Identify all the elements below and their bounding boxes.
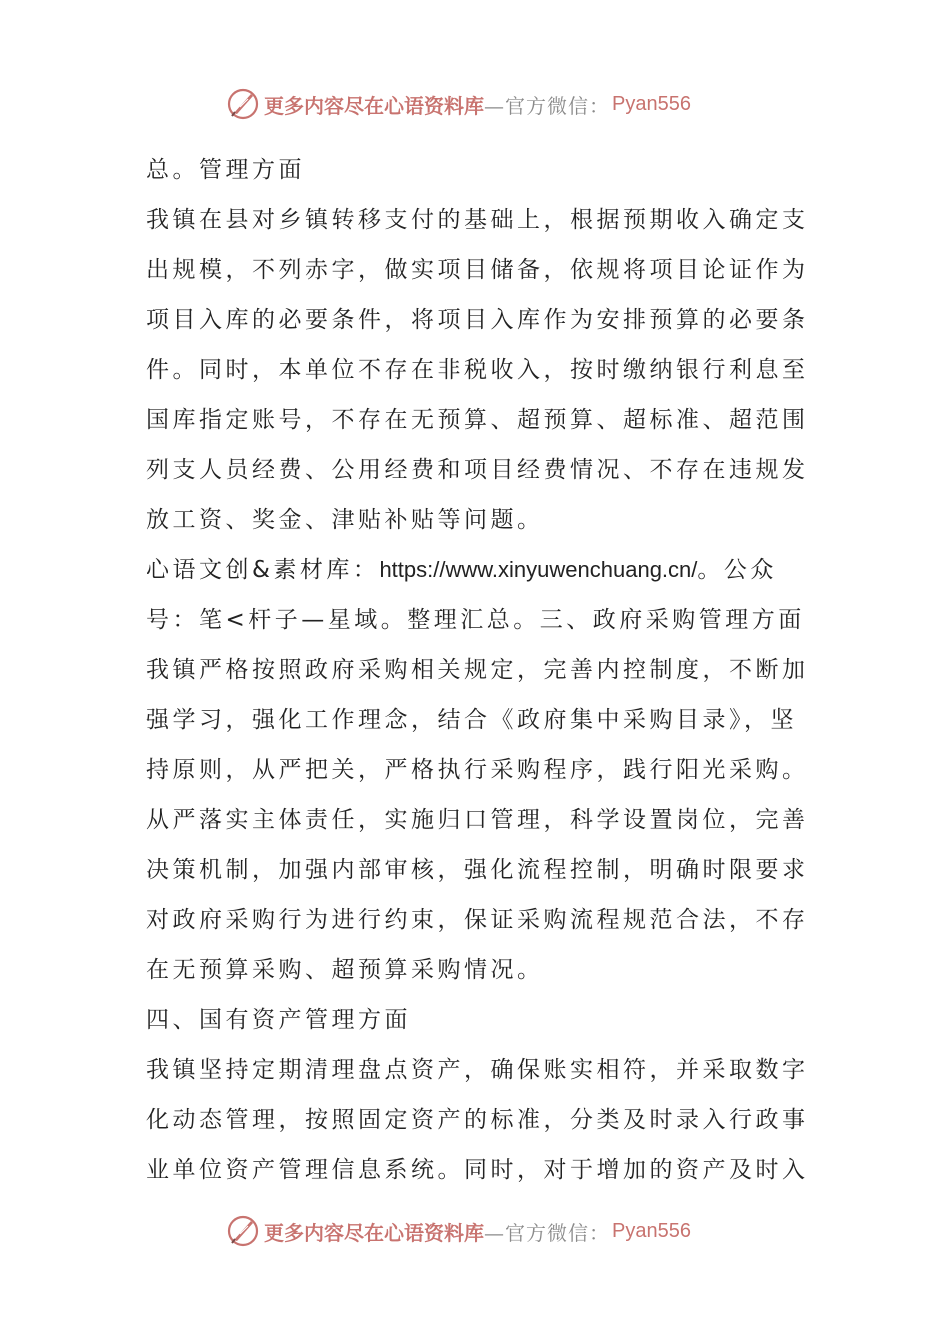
text-line: 件。同时，本单位不存在非税收入，按时缴纳银行利息至 bbox=[146, 357, 809, 383]
section-heading: 四、国有资产管理方面 bbox=[146, 1007, 411, 1033]
footer-watermark bbox=[226, 1211, 691, 1251]
text-line: 放工资、奖金、津贴补贴等问题。 bbox=[146, 507, 544, 533]
watermark-official: —官方微信： bbox=[484, 1220, 610, 1245]
text-line: 列支人员经费、公用经费和项目经费情况、不存在违规发 bbox=[146, 457, 809, 483]
text-line: 我镇严格按照政府采购相关规定，完善内控制度，不断加 bbox=[146, 657, 809, 683]
watermark-wechat-id: Pyan556 bbox=[612, 92, 691, 115]
text-line: 总。管理方面 bbox=[146, 157, 305, 183]
text-line: 出规模，不列赤字，做实项目储备，依规将项目论证作为 bbox=[146, 257, 809, 283]
source-url-link[interactable]: https://www.xinyuwenchuang.cn/ bbox=[379, 557, 698, 582]
text-line: 国库指定账号，不存在无预算、超预算、超标准、超范围 bbox=[146, 407, 809, 433]
source-line bbox=[146, 545, 816, 595]
text-line: 我镇坚持定期清理盘点资产，确保账实相符，并采取数字 bbox=[146, 1057, 809, 1083]
quill-logo-icon bbox=[226, 87, 260, 121]
text-line: 从严落实主体责任，实施归口管理，科学设置岗位，完善 bbox=[146, 807, 809, 833]
text-line: 在无预算采购、超预算采购情况。 bbox=[146, 957, 544, 983]
header-watermark bbox=[226, 84, 691, 124]
text-line: 化动态管理，按照固定资产的标准，分类及时录入行政事 bbox=[146, 1107, 809, 1133]
document-body bbox=[146, 145, 816, 1195]
text-line: 决策机制，加强内部审核，强化流程控制，明确时限要求 bbox=[146, 857, 809, 883]
watermark-brand: 更多内容尽在心语资料库 bbox=[264, 1220, 484, 1245]
watermark-wechat-id: Pyan556 bbox=[612, 1219, 691, 1242]
source-prefix: 心语文创&素材库： bbox=[146, 557, 380, 583]
watermark-official: —官方微信： bbox=[484, 93, 610, 118]
source-suffix: 。公众 bbox=[697, 557, 777, 583]
text-line: 我镇在县对乡镇转移支付的基础上，根据预期收入确定支 bbox=[146, 207, 809, 233]
text-line: 号：笔<杆子—星域。整理汇总。三、政府采购管理方面 bbox=[146, 607, 805, 633]
text-line: 业单位资产管理信息系统。同时，对于增加的资产及时入 bbox=[146, 1157, 809, 1183]
text-line: 对政府采购行为进行约束，保证采购流程规范合法，不存 bbox=[146, 907, 809, 933]
text-line: 强学习，强化工作理念，结合《政府集中采购目录》，坚 bbox=[146, 707, 797, 733]
quill-logo-icon bbox=[226, 1214, 260, 1248]
text-line: 项目入库的必要条件，将项目入库作为安排预算的必要条 bbox=[146, 307, 809, 333]
text-line: 持原则，从严把关，严格执行采购程序，践行阳光采购。 bbox=[146, 757, 809, 783]
watermark-brand: 更多内容尽在心语资料库 bbox=[264, 93, 484, 118]
